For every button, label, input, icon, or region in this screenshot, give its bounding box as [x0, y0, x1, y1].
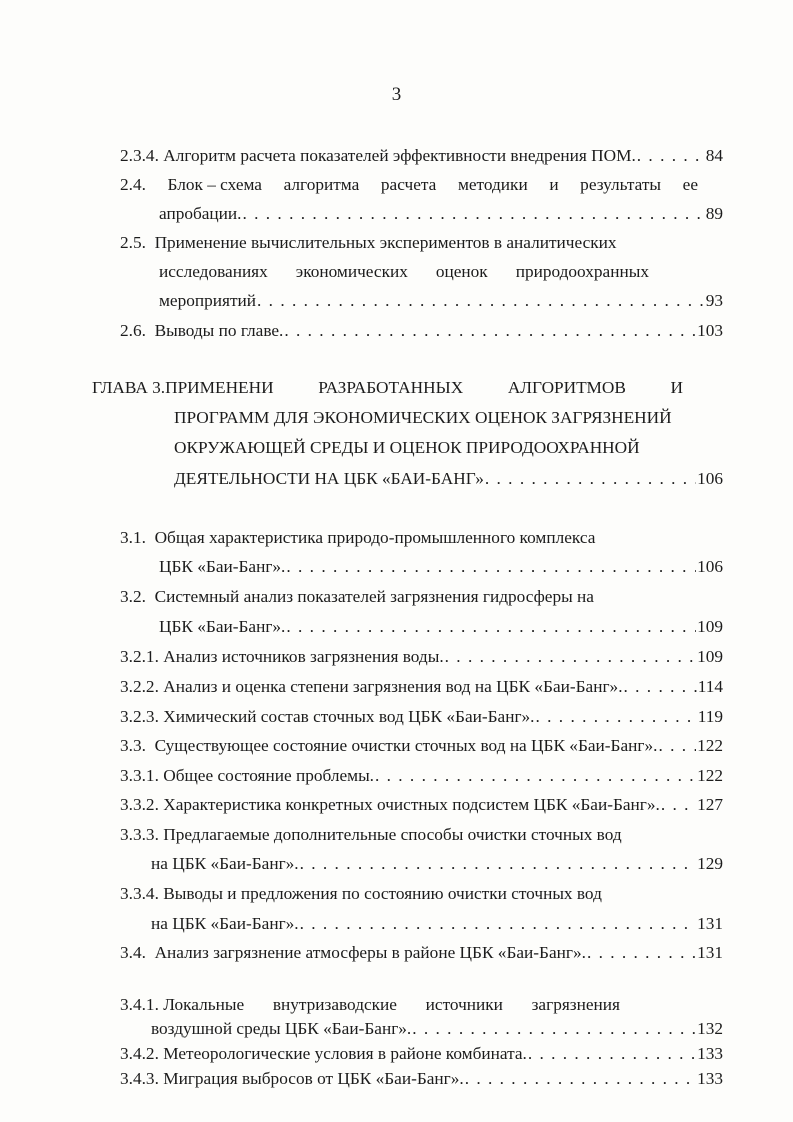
leader-dots	[412, 1019, 696, 1039]
toc-entry-3-4-1-line2: воздушной среды ЦБК «Баи-Банг». . . . 132	[151, 1019, 723, 1039]
toc-entry-2-4-line2: апробации. . . . 89	[159, 204, 723, 224]
toc-entry-3-2-line1: 3.2. Системный анализ показателей загрязнения гидросферы на	[120, 587, 594, 606]
toc-entry-3-4: 3.4. Анализ загрязнение атмосферы в районе ЦБК «Баи-Банг». . . . 131	[120, 943, 723, 963]
leader-dots	[286, 617, 696, 637]
toc-entry-3-3-4-line2: на ЦБК «Баи-Банг». . . . 131	[151, 914, 723, 934]
toc-entry-2-5-line3: мероприятий . . . 93	[159, 291, 723, 311]
leader-dots	[624, 677, 697, 697]
leader-dots	[375, 766, 696, 786]
chapter-3-title-line2: ПРОГРАММ ДЛЯ ЭКОНОМИЧЕСКИХ ОЦЕНОК ЗАГРЯЗНЕНИЙ	[174, 408, 672, 427]
page-number: 3	[391, 84, 402, 105]
leader-dots	[257, 291, 705, 311]
chapter-3-title-line4: ДЕЯТЕЛЬНОСТИ НА ЦБК «БАИ-БАНГ» . . . 106	[174, 469, 723, 489]
toc-entry-2-3-4: 2.3.4. Алгоритм расчета показателей эффективности внедрения ПОМ. . . . 84	[120, 146, 723, 166]
toc-entry-2-5-line1: 2.5. Применение вычислительных экспериментов в аналитических	[120, 233, 617, 252]
leader-dots	[284, 321, 696, 341]
toc-entry-3-3-1: 3.3.1. Общее состояние проблемы. . . . 122	[120, 766, 723, 786]
toc-entry-3-3: 3.3. Существующее состояние очистки сточных вод на ЦБК «Баи-Банг». . . . 122	[120, 736, 723, 756]
leader-dots	[536, 707, 697, 727]
toc-entry-3-2-line2: ЦБК «Баи-Банг». . . . 109	[159, 617, 723, 637]
leader-dots	[661, 795, 696, 815]
toc-entry-2-5-line2: исследованиях экономических оценок природоохранных	[159, 262, 649, 281]
toc-entry-3-1-line1: 3.1. Общая характеристика природо-промышленного комплекса	[120, 528, 596, 547]
toc-entry-2-6: 2.6. Выводы по главе. . . . 103	[120, 321, 723, 341]
leader-dots	[528, 1044, 696, 1064]
toc-entry-3-2-1: 3.2.1. Анализ источников загрязнения воды. . . . 109	[120, 647, 723, 667]
leader-dots	[243, 204, 705, 224]
toc-entry-3-3-3-line2: на ЦБК «Баи-Банг». . . . 129	[151, 854, 723, 874]
leader-dots	[485, 469, 696, 489]
leader-dots	[445, 647, 696, 667]
toc-entry-3-2-2: 3.2.2. Анализ и оценка степени загрязнения вод на ЦБК «Баи-Банг». . . . 114	[120, 677, 723, 697]
toc-entry-3-3-3-line1: 3.3.3. Предлагаемые дополнительные способы очистки сточных вод	[120, 825, 622, 844]
leader-dots	[658, 736, 696, 756]
leader-dots	[465, 1069, 696, 1089]
toc-entry-3-3-2: 3.3.2. Характеристика конкретных очистных подсистем ЦБК «Баи-Банг». . . . 127	[120, 795, 723, 815]
chapter-3-title-line3: ОКРУЖАЮЩЕЙ СРЕДЫ И ОЦЕНОК ПРИРОДООХРАННОЙ	[174, 438, 640, 457]
leader-dots	[587, 943, 696, 963]
leader-dots	[286, 557, 696, 577]
toc-entry-3-2-3: 3.2.3. Химический состав сточных вод ЦБК «Баи-Банг». . . . 119	[120, 707, 723, 727]
toc-entry-3-4-2: 3.4.2. Метеорологические условия в районе комбината. . . . 133	[120, 1044, 723, 1064]
toc-entry-3-1-line2: ЦБК «Баи-Банг». . . . 106	[159, 557, 723, 577]
toc-entry-3-3-4-line1: 3.3.4. Выводы и предложения по состоянию очистки сточных вод	[120, 884, 602, 903]
toc-entry-3-4-3: 3.4.3. Миграция выбросов от ЦБК «Баи-Банг». . . . 133	[120, 1069, 723, 1089]
leader-dots	[300, 914, 696, 934]
leader-dots	[300, 854, 696, 874]
toc-entry-3-4-1-line1: 3.4.1. Локальные внутризаводские источники загрязнения	[120, 995, 620, 1014]
chapter-3-title-line1: ГЛАВА 3.ПРИМЕНЕНИ РАЗРАБОТАННЫХ АЛГОРИТМОВ И	[92, 378, 683, 397]
leader-dots	[637, 146, 705, 166]
toc-entry-2-4-line1: 2.4. Блок – схема алгоритма расчета методики и результаты ее	[120, 175, 698, 194]
